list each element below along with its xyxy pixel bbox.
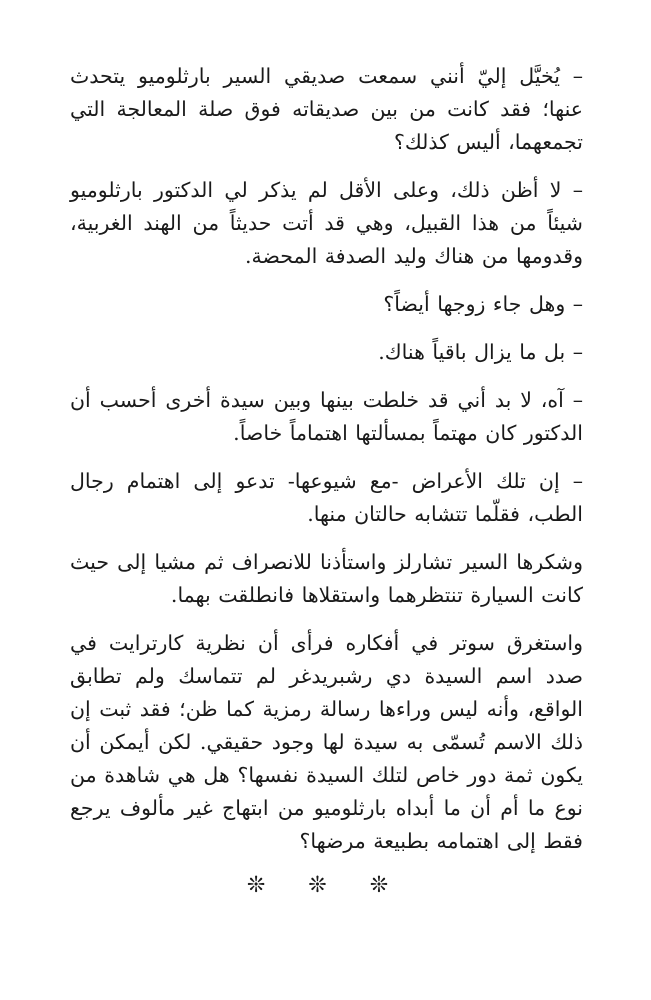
dialogue-paragraph-6: – إن تلك الأعراض -مع شيوعها- تدعو إلى اهتمام رجال الطب، فقلّما تتشابه حالتان منها. (70, 469, 583, 526)
section-break-ornament: ❊ ❊ ❊ (246, 873, 407, 898)
dialogue-paragraph-1: – يُخيَّل إليّ أنني سمعت صديقي السير بارثلوميو يتحدث عنها؛ فقد كانت من بين صديقاته فوق صلة المعالجة التي تجمعهما، أليس كذلك؟ (70, 64, 583, 154)
narrative-paragraph-1: وشكرها السير تشارلز واستأذنا للانصراف ثم مشيا إلى حيث كانت السيارة تنتظرهما واستقلاها فانطلقت بهما. (70, 550, 583, 607)
dialogue-paragraph-4: – بل ما يزال باقياً هناك. (378, 340, 583, 364)
dialogue-paragraph-5: – آه، لا بد أني قد خلطت بينها وبين سيدة أخرى أحسب أن الدكتور كان مهتماً بمسألتها اهتماماً خاصاً. (70, 388, 583, 445)
dialogue-paragraph-2: – لا أظن ذلك، وعلى الأقل لم يذكر لي الدكتور بارثلوميو شيئاً من هذا القبيل، وهي قد أتت حديثاً من الهند الغربية، وقدومها من هناك وليد الصدفة المحضة. (70, 178, 583, 268)
narrative-paragraph-2: واستغرق سوتر في أفكاره فرأى أن نظرية كارترايت في صدد اسم السيدة دي رشبريدغر لم تتماسك ولم تطابق الواقع، وأنه ليس وراءها رسالة رمزية كما ظن؛ فقد ثبت إن ذلك الاسم تُسمّى به سيدة لها وجود حقيقي. لكن أيمكن أن يكون ثمة دور خاص لتلك السيدة نفسها؟ هل هي شاهدة من نوع ما أم أن ما أبداه بارثلوميو من ابتهاج غير مألوف يرجع فقط إلى اهتمامه بطبيعة مرضها؟ (70, 631, 583, 853)
dialogue-paragraph-3: – وهل جاء زوجها أيضاً؟ (383, 292, 583, 316)
